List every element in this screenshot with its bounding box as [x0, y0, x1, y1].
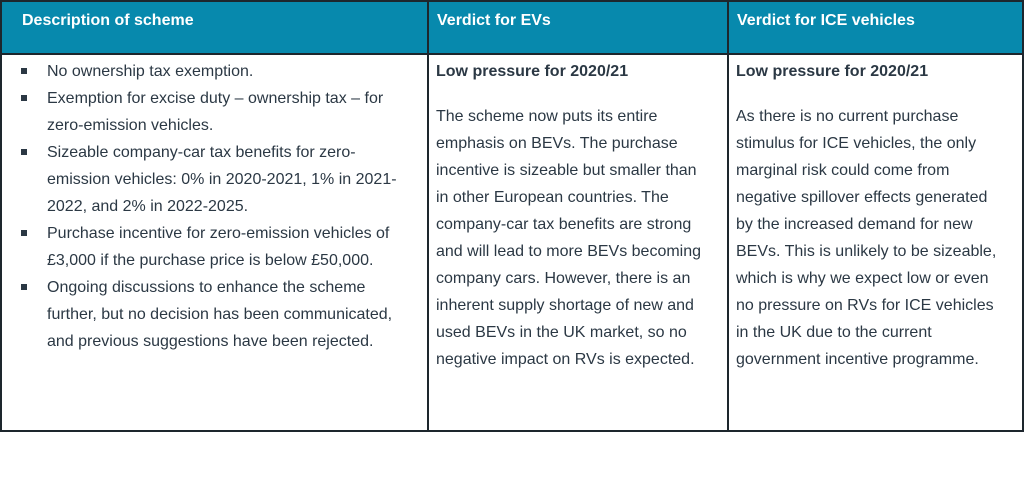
- header-cell-description-of-scheme: Description of scheme: [2, 2, 429, 55]
- ice-verdict-heading: Low pressure for 2020/21: [736, 63, 929, 80]
- header-cell-verdict-for-ice-vehicles: Verdict for ICE vehicles: [729, 2, 1022, 55]
- cell-verdict-for-ice-vehicles: [729, 55, 1022, 430]
- bullet-text: Exemption for excise duty – ownership tax – for zero-emission vehicles.: [47, 90, 384, 134]
- cell-description-of-scheme: [2, 55, 429, 430]
- bullet-text: No ownership tax exemption.: [47, 63, 254, 80]
- ev-verdict-text: The scheme now puts its entire emphasis on BEVs. The purchase incentive is sizeable but smaller than in other European countries. The company-car tax benefits are strong and will lead to more BEVs becoming company cars. However, there is an inherent supply shortage of new and used BEVs in the UK market, so no negative impact on RVs is expected.: [436, 108, 702, 368]
- bullet-square-icon: [21, 95, 27, 101]
- description-bullet-list: [2, 58, 417, 355]
- bullet-text: Sizeable company-car tax benefits for zero-emission vehicles: 0% in 2020-2021, 1% in 2021-2022, and 2% in 2022-2025.: [47, 144, 397, 215]
- ev-verdict-heading: Low pressure for 2020/21: [436, 63, 629, 80]
- list-item: [2, 85, 417, 139]
- list-item: [2, 274, 417, 355]
- bullet-text: Purchase incentive for zero-emission vehicles of £3,000 if the purchase price is below £50,000.: [47, 225, 390, 269]
- bullet-square-icon: [21, 149, 27, 155]
- bullet-square-icon: [21, 284, 27, 290]
- list-item: [2, 220, 417, 274]
- list-item: [2, 58, 417, 85]
- cell-verdict-for-evs: [429, 55, 729, 430]
- bullet-square-icon: [21, 68, 27, 74]
- ice-verdict-text: As there is no current purchase stimulus for ICE vehicles, the only marginal risk could come from negative spillover effects generated by the increased demand for new BEVs. This is unlikely to be sizeable, which is why we expect low or even no pressure on RVs for ICE vehicles in the UK due to the current government incentive programme.: [736, 108, 997, 368]
- header-cell-verdict-for-evs: Verdict for EVs: [429, 2, 729, 55]
- list-item: [2, 139, 417, 220]
- bullet-text: Ongoing discussions to enhance the scheme further, but no decision has been communicated, and previous suggestions have been rejected.: [47, 279, 393, 350]
- bullet-square-icon: [21, 230, 27, 236]
